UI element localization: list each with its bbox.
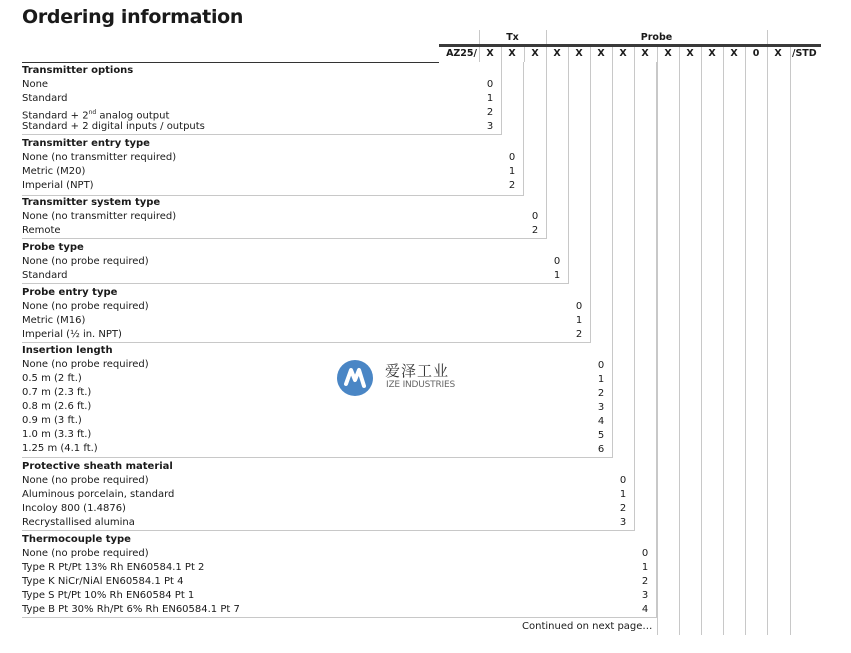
code-suffix: /STD <box>792 48 817 59</box>
option-label: Standard <box>22 93 68 104</box>
option-label: None (no probe required) <box>22 475 149 486</box>
option-label: Standard + 2 digital inputs / outputs <box>22 121 205 132</box>
section-transmitter-system-type <box>22 196 176 238</box>
column-divider <box>657 62 658 635</box>
watermark-name-cn: 爱泽工业 <box>385 362 450 380</box>
column-divider <box>479 30 480 44</box>
column-divider <box>657 47 658 62</box>
option-code: 1 <box>508 166 516 177</box>
option-code: 2 <box>531 225 539 236</box>
option-label: 1.25 m (4.1 ft.) <box>22 443 98 454</box>
option-label: None (no transmitter required) <box>22 152 177 163</box>
column-divider <box>745 62 746 635</box>
option-label: Type K NiCr/NiAl EN60584.1 Pt 4 <box>22 576 184 587</box>
column-divider <box>723 47 724 62</box>
option-code: 1 <box>641 562 649 573</box>
ize-logo-icon <box>333 358 377 398</box>
option-code: 1 <box>553 270 561 281</box>
option-code: 1 <box>619 489 627 500</box>
option-label: Type R Pt/Pt 13% Rh EN60584.1 Pt 2 <box>22 562 205 573</box>
option-code: 1 <box>597 374 605 385</box>
column-divider <box>723 62 724 635</box>
option-code: 0 <box>531 211 539 222</box>
section-protective-sheath-material <box>22 460 174 530</box>
option-label: None (no probe required) <box>22 359 149 370</box>
code-position-3: X <box>531 48 539 59</box>
option-label: Type B Pt 30% Rh/Pt 6% Rh EN60584.1 Pt 7 <box>22 604 240 615</box>
column-divider <box>790 47 791 62</box>
option-code: 0 <box>553 256 561 267</box>
column-divider <box>701 62 702 635</box>
option-label: 0.8 m (2.6 ft.) <box>22 401 92 412</box>
option-label: Metric (M20) <box>22 166 86 177</box>
section-transmitter-options <box>22 64 205 134</box>
option-label: Type S Pt/Pt 10% Rh EN60584 Pt 1 <box>22 590 195 601</box>
group-label-probe: Probe <box>640 32 673 43</box>
section-title: Protective sheath material <box>22 461 173 472</box>
option-code: 0 <box>486 79 494 90</box>
section-title: Probe type <box>22 242 84 253</box>
section-title: Thermocouple type <box>22 534 131 545</box>
option-label: Standard <box>22 270 68 281</box>
option-code: 4 <box>641 604 649 615</box>
section-probe-entry-type <box>22 286 149 342</box>
column-divider <box>679 47 680 62</box>
code-position-4: X <box>553 48 561 59</box>
option-label: 1.0 m (3.3 ft.) <box>22 429 92 440</box>
option-label <box>22 106 205 120</box>
column-divider <box>790 62 791 635</box>
option-label: Aluminous porcelain, standard <box>22 489 175 500</box>
code-position-10: X <box>686 48 694 59</box>
option-code: 2 <box>486 107 494 118</box>
watermark-logo <box>333 358 493 398</box>
column-divider <box>501 47 502 62</box>
code-position-2: X <box>508 48 516 59</box>
section-insertion-length <box>22 344 149 456</box>
page-title: Ordering information <box>22 6 244 28</box>
option-code: 2 <box>619 503 627 514</box>
code-position-11: X <box>708 48 716 59</box>
option-label: 0.9 m (3 ft.) <box>22 415 82 426</box>
code-position-8: X <box>641 48 649 59</box>
header-rule <box>439 44 821 47</box>
section-title: Transmitter options <box>22 65 134 76</box>
option-code: 0 <box>575 301 583 312</box>
option-label-part: Standard + 2 <box>22 110 89 122</box>
option-label: Recrystallised alumina <box>22 517 135 528</box>
column-divider <box>767 47 768 62</box>
option-code: 3 <box>619 517 627 528</box>
section-title: Transmitter entry type <box>22 138 150 149</box>
option-code: 5 <box>597 430 605 441</box>
code-position-5: X <box>575 48 583 59</box>
column-divider <box>612 47 613 62</box>
code-prefix: AZ25/ <box>446 48 477 59</box>
column-divider <box>479 47 480 62</box>
section-title: Insertion length <box>22 345 113 356</box>
superscript: nd <box>88 109 97 116</box>
option-label-part: analog output <box>96 110 170 122</box>
section-title: Transmitter system type <box>22 197 161 208</box>
column-divider <box>745 47 746 62</box>
option-label: Imperial (½ in. NPT) <box>22 329 122 340</box>
option-code: 6 <box>597 444 605 455</box>
continued-note: Continued on next page… <box>522 621 653 632</box>
section-probe-type <box>22 241 149 283</box>
column-divider <box>568 47 569 62</box>
option-label: 0.7 m (2.3 ft.) <box>22 387 92 398</box>
column-divider <box>767 62 768 635</box>
column-divider <box>546 30 547 44</box>
code-position-6: X <box>597 48 605 59</box>
option-code: 1 <box>486 93 494 104</box>
option-code: 3 <box>597 402 605 413</box>
option-label: Imperial (NPT) <box>22 180 94 191</box>
option-label: None (no probe required) <box>22 256 149 267</box>
code-position-1: X <box>486 48 494 59</box>
option-code: 2 <box>575 329 583 340</box>
option-label: None (no probe required) <box>22 548 149 559</box>
section-transmitter-entry-type <box>22 137 176 193</box>
code-position-7: X <box>619 48 627 59</box>
option-code: 4 <box>597 416 605 427</box>
column-divider <box>524 47 525 62</box>
option-code: 3 <box>486 121 494 132</box>
column-divider <box>679 62 680 635</box>
column-divider <box>634 47 635 62</box>
column-divider <box>701 47 702 62</box>
option-code: 3 <box>641 590 649 601</box>
code-position-13: 0 <box>752 48 760 59</box>
code-position-9: X <box>664 48 672 59</box>
option-label: Metric (M16) <box>22 315 86 326</box>
option-code: 2 <box>641 576 649 587</box>
option-label: Remote <box>22 225 61 236</box>
option-code: 2 <box>597 388 605 399</box>
option-label: None (no probe required) <box>22 301 149 312</box>
code-position-12: X <box>730 48 738 59</box>
option-label: Incoloy 800 (1.4876) <box>22 503 126 514</box>
option-code: 0 <box>619 475 627 486</box>
option-code: 0 <box>641 548 649 559</box>
section-thermocouple-type <box>22 533 240 617</box>
code-position-14: X <box>774 48 782 59</box>
group-label-tx: Tx <box>506 32 519 43</box>
option-label: None (no transmitter required) <box>22 211 177 222</box>
option-label: 0.5 m (2 ft.) <box>22 373 82 384</box>
watermark-name-en: IZE INDUSTRIES <box>386 380 455 390</box>
column-divider <box>546 47 547 62</box>
option-code: 2 <box>508 180 516 191</box>
option-code: 1 <box>575 315 583 326</box>
section-title: Probe entry type <box>22 287 118 298</box>
option-code: 0 <box>508 152 516 163</box>
column-divider <box>590 47 591 62</box>
option-label: None <box>22 79 49 90</box>
option-code: 0 <box>597 360 605 371</box>
column-divider <box>767 30 768 44</box>
